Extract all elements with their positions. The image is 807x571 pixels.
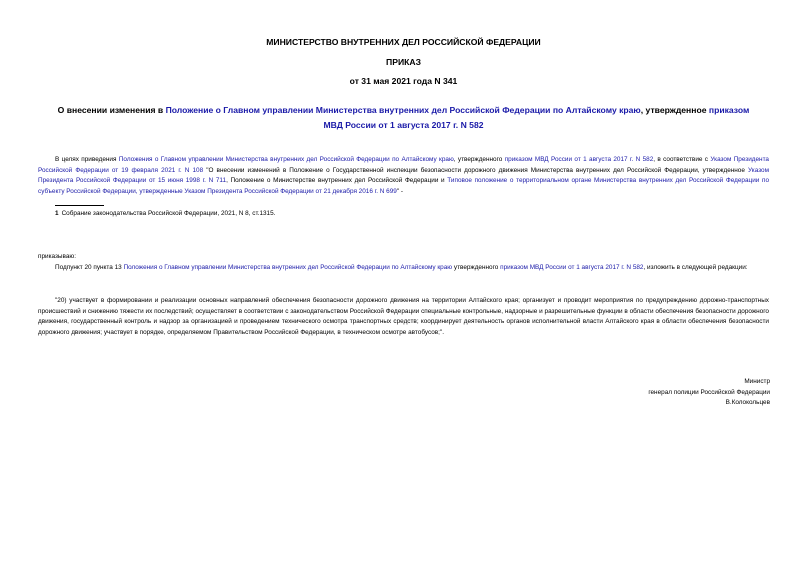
directive-link-order-582[interactable]: приказом МВД России от 1 августа 2017 г. N 582 [500,264,644,271]
title-link-order-line2[interactable]: МВД России от 1 августа 2017 г. N 582 [323,119,484,130]
signatory-position: Министр [744,378,770,385]
preamble-text-7: - [399,188,404,196]
preamble-text-6: " [396,188,400,196]
footnote-number: 1 [55,210,59,217]
title-middle: , утвержденное [640,105,709,115]
directive-link-regulation[interactable]: Положения о Главном управлении Министерства внутренних дел Российской Федерации по Алтайскому краю [123,264,453,271]
preamble-link-regulation[interactable]: Положения о Главном управлении Министерства внутренних дел Российской Федерации по Алтайскому краю [118,156,454,163]
document-title [30,103,777,132]
preamble-link-order-582[interactable]: приказом МВД России от 1 августа 2017 г. N 582 [504,156,654,163]
directive-text-2: утвержденного [452,264,501,271]
preamble-link-decree-108[interactable]: Указом Президента Российской Федерации от 19 февраля 2021 г. N 108 [38,156,769,174]
preamble-text-4: "О внесении изменений в Положение о Государственной инспекции безопасности дорожного движения Министерства внутренних дел Российской Федерации, утвержденное [203,166,748,174]
preamble-text-5: , Положение о Министерстве внутренних дел Российской Федерации и [226,177,448,185]
signatory-rank: генерал полиции Российской Федерации [648,388,770,396]
footnote-text: Собрание законодательства Российской Федерации, 2021, N 8, ст.1315. [61,210,276,217]
footnote-separator [55,205,104,206]
preamble-link-decree-711[interactable]: Указом Президента Российской Федерации от 15 июня 1998 г. N 711 [38,166,769,185]
ministry-heading: МИНИСТЕРСТВО ВНУТРЕННИХ ДЕЛ РОССИЙСКОЙ ФЕДЕРАЦИИ [266,37,541,47]
signatory-name: В.Колокольцев [725,399,770,406]
footnote [55,209,275,219]
directive-text-3: , изложить в следующей редакции: [643,264,748,271]
order-word: приказываю: [38,253,76,260]
quoted-new-wording: "20) участвует в формировании и реализации основных направлений обеспечения безопасности дорожного движения на территории Алтайского края; организует и проводит мероприятия по предупреждению дорожно-транспортных происшествий и снижению тяжести их последствий; осуществляет в соответствии с законодательством Российской Федерации специальные контрольные, надзорные и разрешительные функции в области обеспечения безопасности дорожного движения, государственный контроль и надзор за организацией и проведением технического осмотра транспортных средств; координирует деятельность органов исполнительной власти Алтайского края в области обеспечения безопасности дорожного движения; участвует в порядке, определяемом Правительством Российской Федерации, в техническом осмотре автобусов;". [38,297,769,337]
preamble-text-3: , в соответствие с [653,156,711,163]
preamble-link-typical-regulation[interactable]: Типовое положение о территориальном органе Министерства внутренних дел Российской Федерации по субъекту Российской Федерации, утвержденные Указом Президента Российской Федерации от 21 декабря 2016 г. N 699 [38,177,770,196]
preamble-paragraph [38,155,769,198]
title-prefix: О внесении изменения в [57,105,166,115]
preamble-text-2: , утвержденного [453,156,505,163]
document-type: ПРИКАЗ [386,57,421,67]
document-date-number: от 31 мая 2021 года N 341 [349,76,458,86]
preamble-text-1: В целях приведения [55,156,119,163]
title-link-order[interactable]: приказом [708,105,750,115]
directive-text-1: Подпункт 20 пункта 13 [55,264,124,271]
directive-paragraph [38,263,769,274]
title-link-regulation[interactable]: Положение о Главном управлении Министерства внутренних дел Российской Федерации по Алтайскому краю [165,105,641,115]
